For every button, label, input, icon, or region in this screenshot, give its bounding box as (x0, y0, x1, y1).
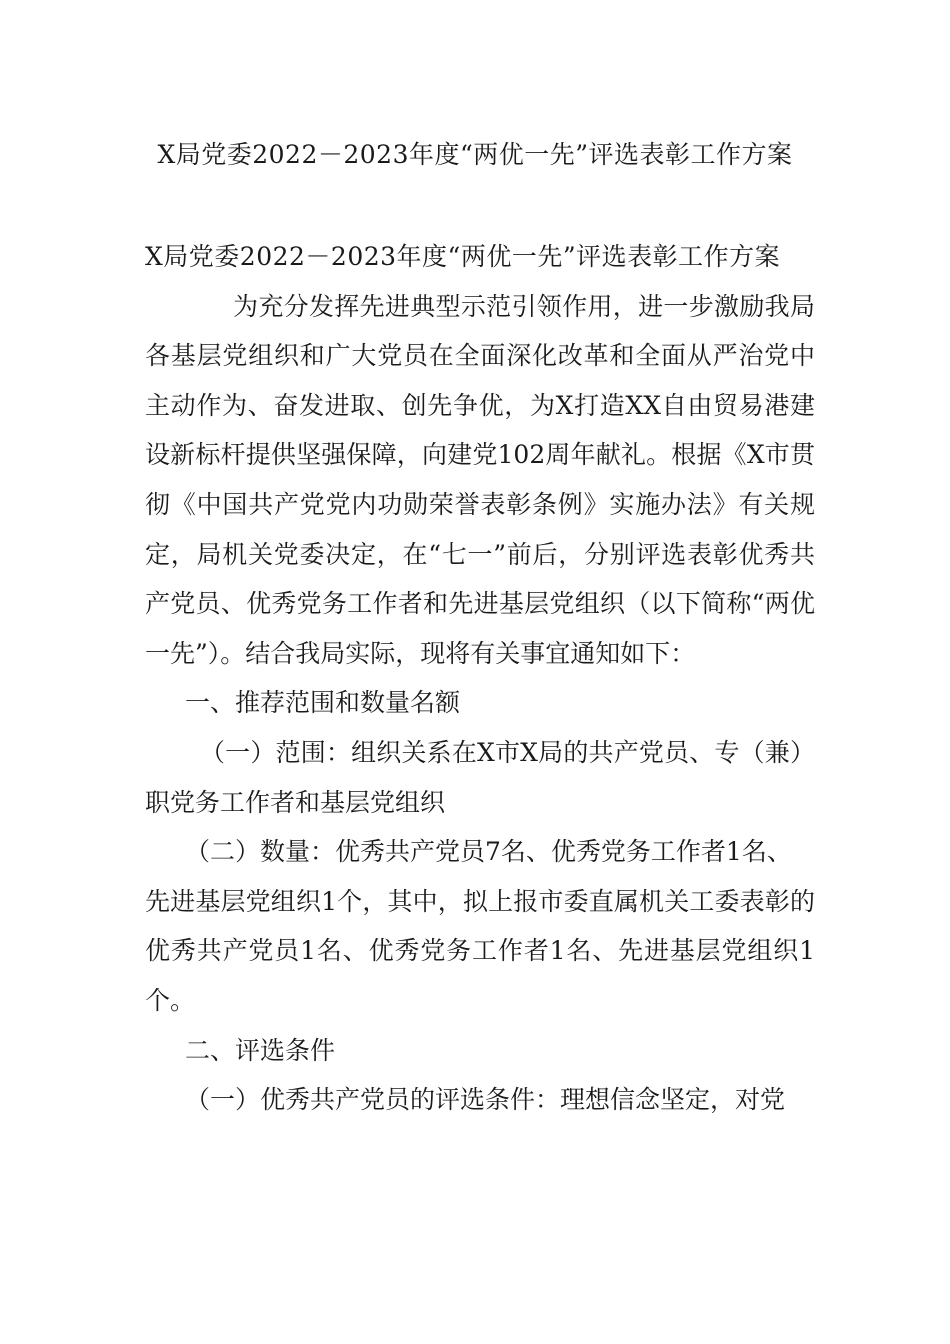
section2-heading: 二、评选条件 (185, 1035, 336, 1065)
section1-quota-first-line: （二）数量：优秀共产党员7名、优秀党务工作者1名、 (185, 837, 792, 867)
document-title: X局党委2022－2023年度“两优一先”评选表彰工作方案 (157, 140, 793, 169)
document-body (145, 232, 815, 1125)
section2-item1-paragraph: （一）优秀共产党员的评选条件：理想信念坚定，对党 (185, 1085, 786, 1115)
document-subtitle: X局党委2022－2023年度“两优一先”评选表彰工作方案 (145, 242, 781, 271)
section1-scope-paragraph: （一）范围：组织关系在X市X局的共产党员、专（兼）职党务工作者和基层党组织 (145, 737, 815, 817)
intro-paragraph: 为充分发挥先进典型示范引领作用，进一步激励我局各基层党组织和广大党员在全面深化改革和全面从严治党中主动作为、奋发进取、创先争优，为X打造XX自由贸易港建设新标杆提供坚强保障，向建党102周年献礼。根据《X市贯彻《中国共产党党内功勋荣誉表彰条例》实施办法》有关规定，局机关党委决定，在“七一”前后，分别评选表彰优秀共产党员、优秀党务工作者和先进基层党组织（以下简称“两优一先”）。结合我局实际，现将有关事宜通知如下： (145, 291, 815, 668)
section1-heading: 一、推荐范围和数量名额 (185, 688, 461, 718)
section1-quota-paragraph: 先进基层党组织1个，其中，拟上报市委直属机关工委表彰的优秀共产党员1名、优秀党务工作者1名、先进基层党组织1个。 (145, 886, 815, 1015)
